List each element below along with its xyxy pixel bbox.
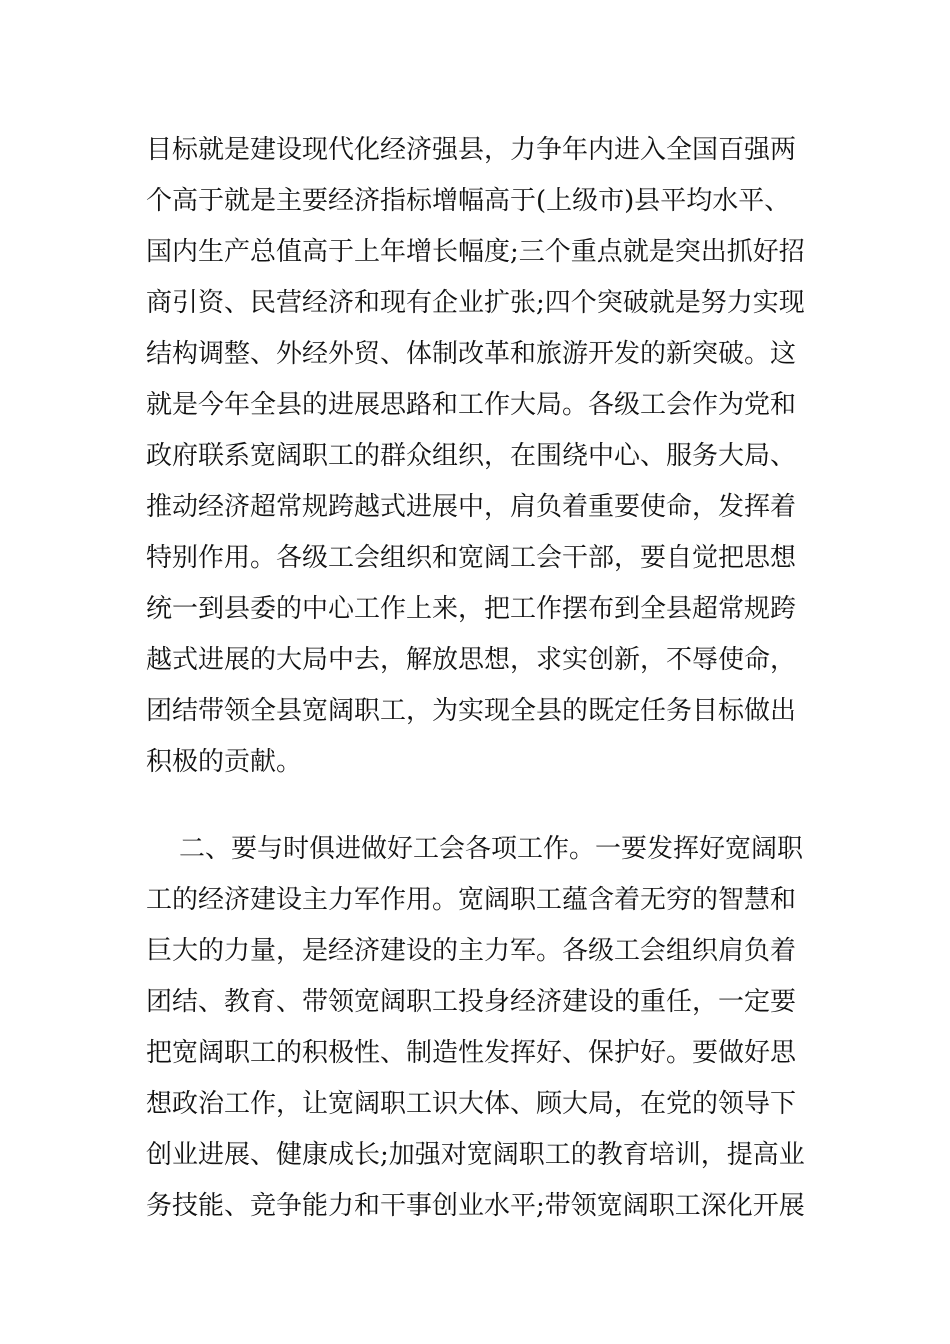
paragraph-2 <box>146 824 816 1232</box>
paragraph-line: 团结、教育、带领宽阔职工投身经济建设的重任，一定要 <box>146 987 797 1017</box>
paragraph-line: 二、要与时俱进做好工会各项工作。一要发挥好宽阔职 <box>146 834 804 864</box>
paragraph-line: 团结带领全县宽阔职工，为实现全县的既定任务目标做出 <box>146 696 797 726</box>
paragraph-line: 特别作用。各级工会组织和宽阔工会干部，要自觉把思想 <box>146 543 797 573</box>
paragraph-line: 务技能、竞争能力和干事创业水平;带领宽阔职工深化开展 <box>146 1191 805 1221</box>
paragraph-line: 工的经济建设主力军作用。宽阔职工蕴含着无穷的智慧和 <box>146 885 797 915</box>
paragraph-line: 结构调整、外经外贸、体制改革和旅游开发的新突破。这 <box>146 339 797 369</box>
paragraph-1 <box>146 125 816 788</box>
paragraph-line: 统一到县委的中心工作上来，把工作摆布到全县超常规跨 <box>146 594 797 624</box>
paragraph-line: 国内生产总值高于上年增长幅度;三个重点就是突出抓好招 <box>146 237 805 267</box>
paragraph-line: 推动经济超常规跨越式进展中，肩负着重要使命，发挥着 <box>146 492 797 522</box>
paragraph-line: 想政治工作，让宽阔职工识大体、顾大局，在党的领导下 <box>146 1089 797 1119</box>
paragraph-line: 商引资、民营经济和现有企业扩张;四个突破就是努力实现 <box>146 288 805 318</box>
paragraph-line: 政府联系宽阔职工的群众组织，在围绕中心、服务大局、 <box>146 441 797 471</box>
paragraph-line: 个高于就是主要经济指标增幅高于(上级市)县平均水平、 <box>146 186 791 216</box>
paragraph-line: 积极的贡献。 <box>146 747 303 777</box>
paragraph-line: 巨大的力量，是经济建设的主力军。各级工会组织肩负着 <box>146 936 797 966</box>
paragraph-line: 就是今年全县的进展思路和工作大局。各级工会作为党和 <box>146 390 797 420</box>
paragraph-line: 越式进展的大局中去，解放思想，求实创新，不辱使命， <box>146 645 797 675</box>
paragraph-line: 目标就是建设现代化经济强县，力争年内进入全国百强两 <box>146 135 797 165</box>
paragraph-line: 把宽阔职工的积极性、制造性发挥好、保护好。要做好思 <box>146 1038 797 1068</box>
paragraph-line: 创业进展、健康成长;加强对宽阔职工的教育培训，提高业 <box>146 1140 805 1170</box>
